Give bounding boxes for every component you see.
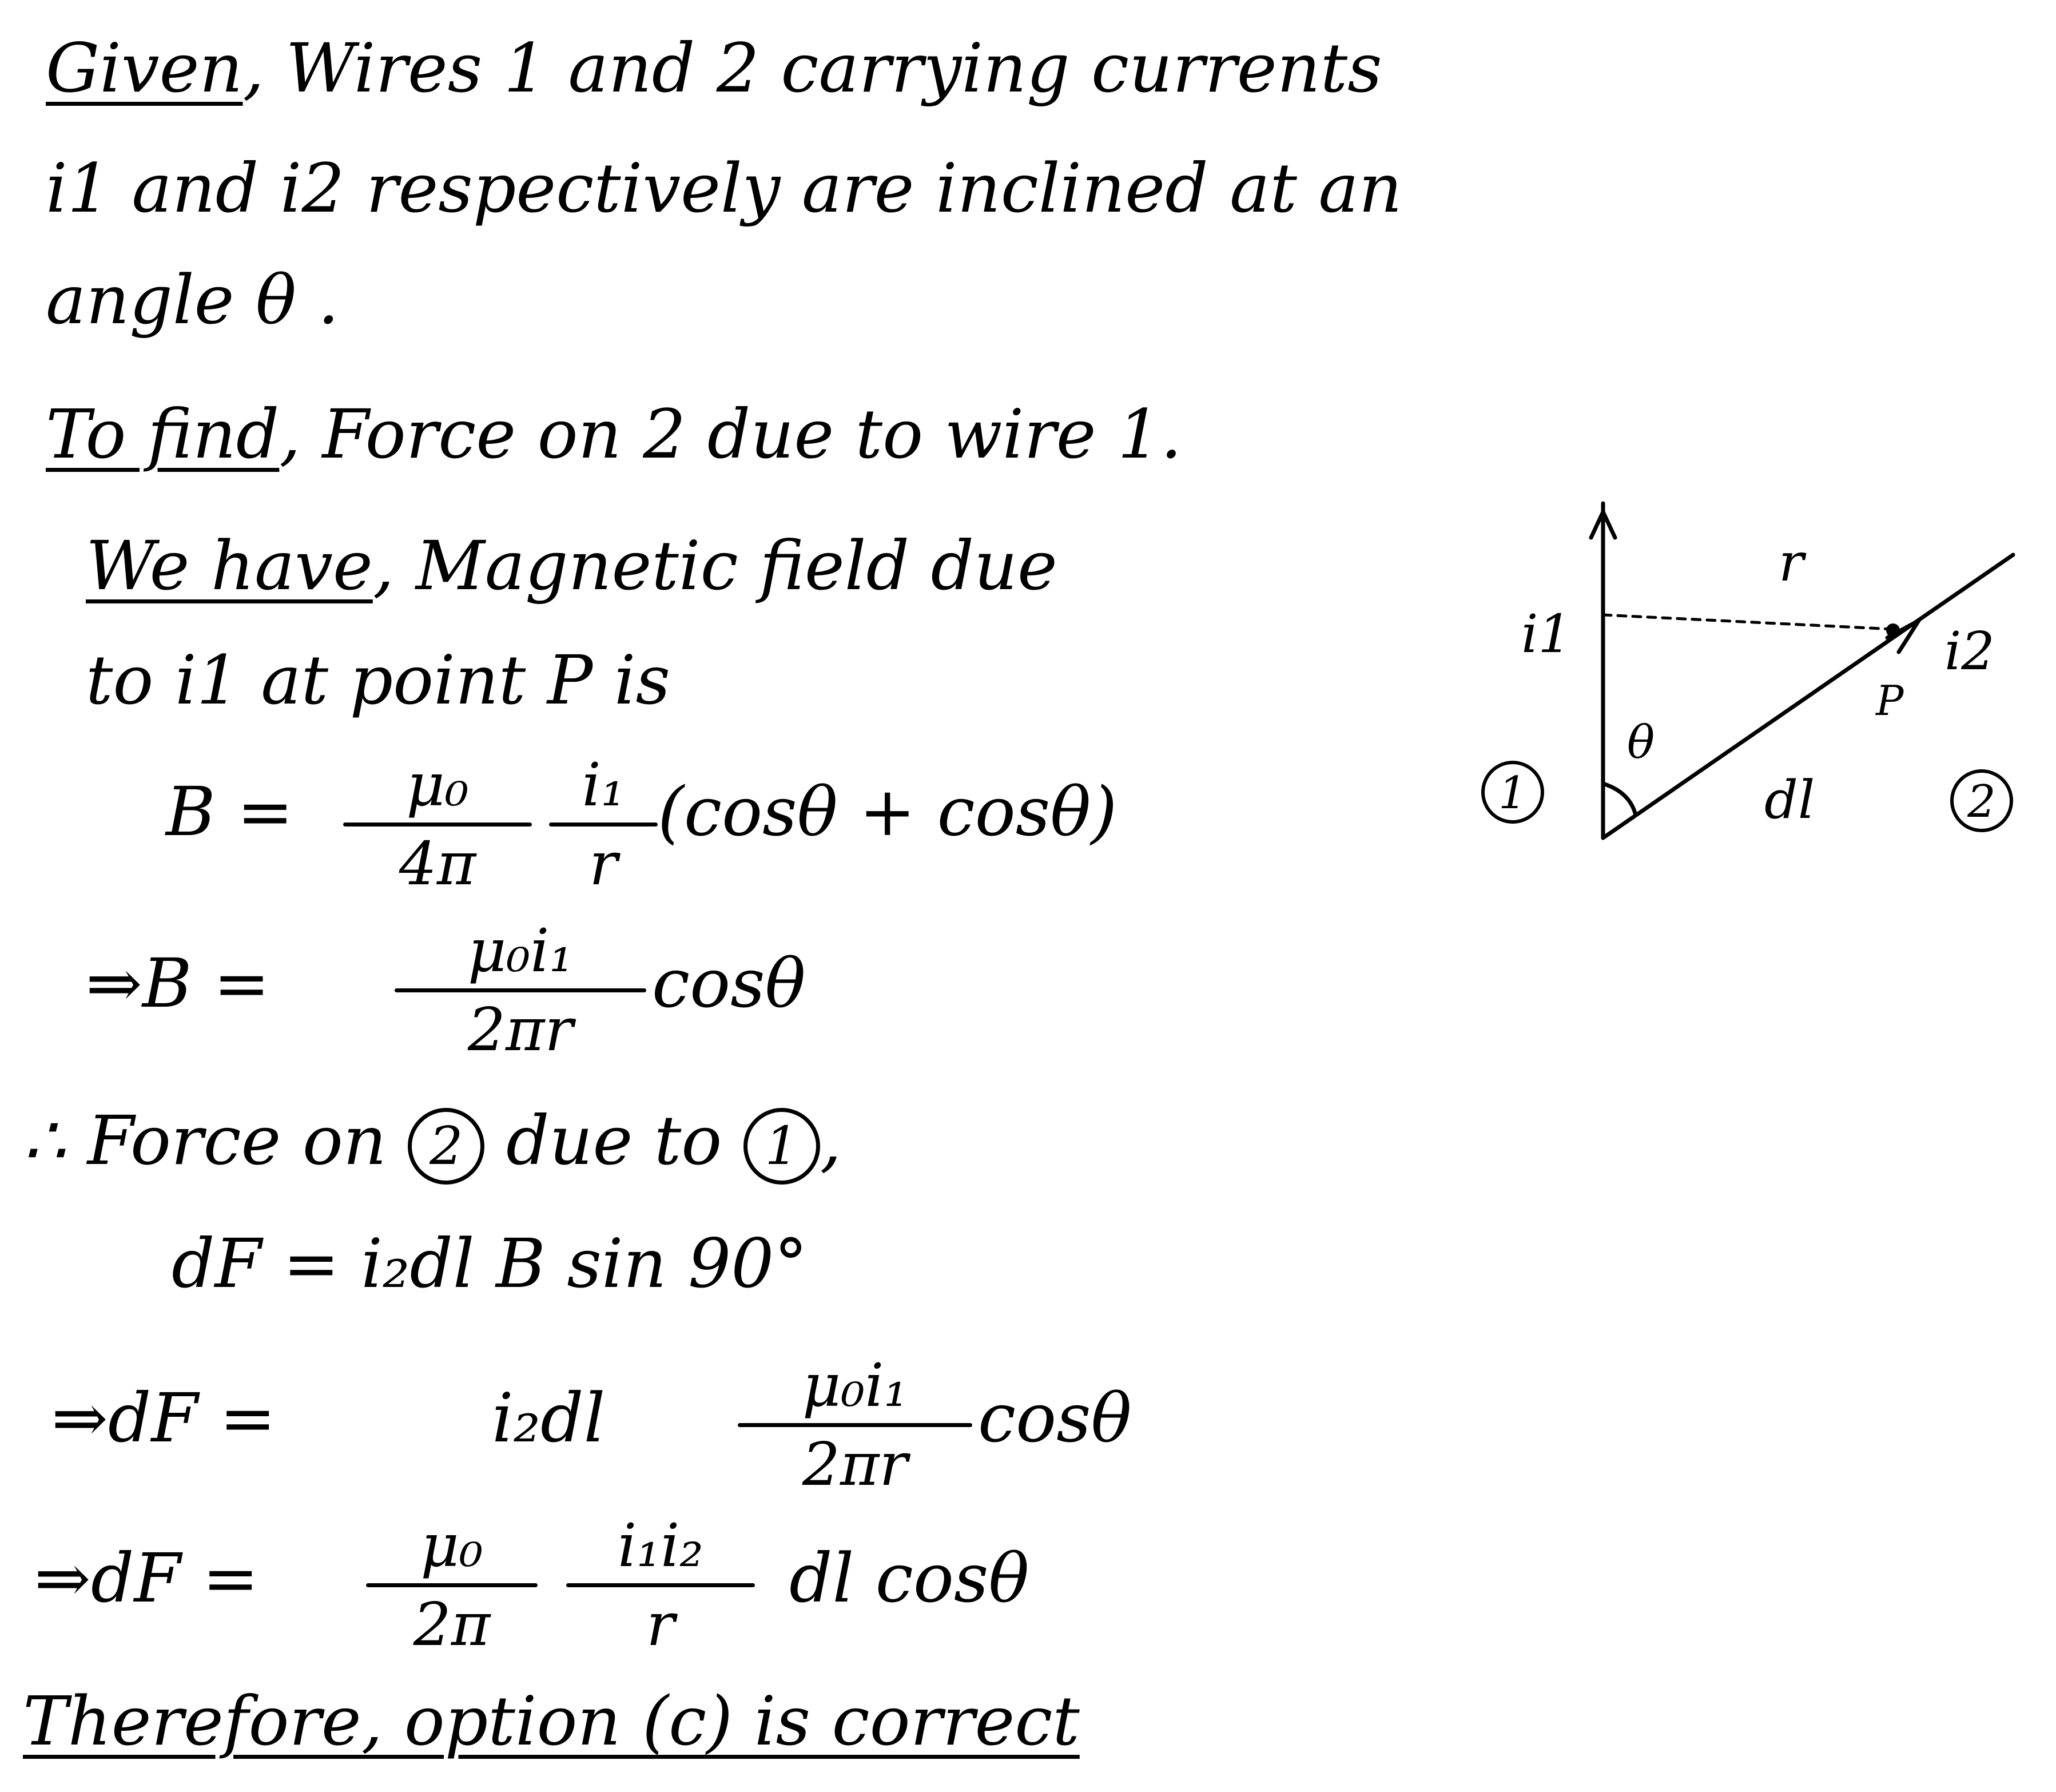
eq1-frac1-bar xyxy=(343,823,532,827)
eq2-frac-bar xyxy=(395,988,646,992)
we-have-text-1: , Magnetic field due xyxy=(372,526,1057,605)
given-heading: Given xyxy=(46,29,243,108)
distance-r-line xyxy=(1603,615,1893,629)
eq4-frac-bar xyxy=(738,1423,972,1427)
eq1-frac2-den: r xyxy=(589,829,618,899)
eq4-tail: cosθ xyxy=(978,1378,1132,1457)
eq4-lhs: ⇒dF = xyxy=(51,1378,276,1457)
angle-arc xyxy=(1603,784,1636,815)
circled-2: 2 xyxy=(408,1108,484,1185)
point-p-dot xyxy=(1886,623,1900,637)
to-find-text: , Force on 2 due to wire 1. xyxy=(279,395,1182,474)
we-have-line-1 xyxy=(86,526,1057,605)
eq1-frac1-den: 4π xyxy=(399,829,476,899)
circled-label-1 xyxy=(1483,762,1542,822)
eq5-frac1-num: μ₀ xyxy=(420,1511,483,1580)
label-i1: i1 xyxy=(1521,603,1572,665)
given-text-1: , Wires 1 and 2 carrying currents xyxy=(242,29,1382,108)
eq5-frac2-num: i₁i₂ xyxy=(618,1511,703,1580)
force-suffix: , xyxy=(820,1101,842,1180)
eq4-frac-den: 2πr xyxy=(802,1429,908,1499)
force-line xyxy=(23,1101,842,1185)
wire-diagram xyxy=(1441,480,2056,881)
label-dl: dl xyxy=(1764,769,1815,831)
eq1-frac2-num: i₁ xyxy=(582,750,625,820)
eq1-frac2-bar xyxy=(549,823,658,827)
label-i2: i2 xyxy=(1944,621,1995,682)
eq5-frac2-den: r xyxy=(646,1590,675,1659)
circled-1: 1 xyxy=(743,1108,820,1185)
given-line-3: angle θ . xyxy=(46,260,340,339)
label-theta: θ xyxy=(1627,716,1655,769)
circle-2-text: 2 xyxy=(1967,776,1996,828)
label-r: r xyxy=(1779,532,1804,593)
eq2-tail: cosθ xyxy=(652,944,806,1023)
eq2-frac-num: μ₀i₁ xyxy=(467,916,574,986)
eq4-frac-num: μ₀i₁ xyxy=(802,1350,908,1420)
eq1-tail: (cosθ + cosθ) xyxy=(658,772,1118,851)
eq5-frac2-bar xyxy=(566,1583,755,1587)
circled-label-2 xyxy=(1952,771,2011,831)
eq2-frac-den: 2πr xyxy=(467,995,574,1064)
to-find-line xyxy=(46,395,1182,474)
eq2-lhs: ⇒B = xyxy=(86,944,270,1023)
eq5-frac1-bar xyxy=(366,1583,538,1587)
eq1-lhs: B = xyxy=(166,772,294,851)
force-prefix: ∴ Force on xyxy=(23,1101,387,1180)
we-have-line-2: to i1 at point P is xyxy=(86,641,671,720)
given-line-1 xyxy=(46,29,1382,108)
circle-1-text: 1 xyxy=(1498,768,1527,819)
we-have-heading: We have xyxy=(86,526,373,605)
equation-3: dF = i₂dl B sin 90° xyxy=(172,1224,808,1303)
eq4-fraction xyxy=(738,1350,972,1499)
label-p: P xyxy=(1876,677,1904,725)
eq1-fraction-2 xyxy=(549,750,658,899)
eq5-frac1-den: 2π xyxy=(413,1590,491,1659)
eq1-fraction-1 xyxy=(343,750,532,899)
eq5-fraction-2 xyxy=(566,1511,755,1659)
eq5-fraction-1 xyxy=(366,1511,538,1659)
eq2-fraction xyxy=(395,916,646,1064)
conclusion: Therefore, option (c) is correct xyxy=(23,1682,1080,1761)
eq1-frac1-num: μ₀ xyxy=(406,750,469,820)
force-mid: due to xyxy=(506,1101,722,1180)
given-line-2: i1 and i2 respectively are inclined at an xyxy=(46,149,1402,228)
eq5-lhs: ⇒dF = xyxy=(34,1539,259,1618)
to-find-heading: To find xyxy=(46,395,280,474)
eq4-mid: i₂dl xyxy=(492,1378,606,1457)
eq5-tail: dl cosθ xyxy=(789,1539,1029,1618)
